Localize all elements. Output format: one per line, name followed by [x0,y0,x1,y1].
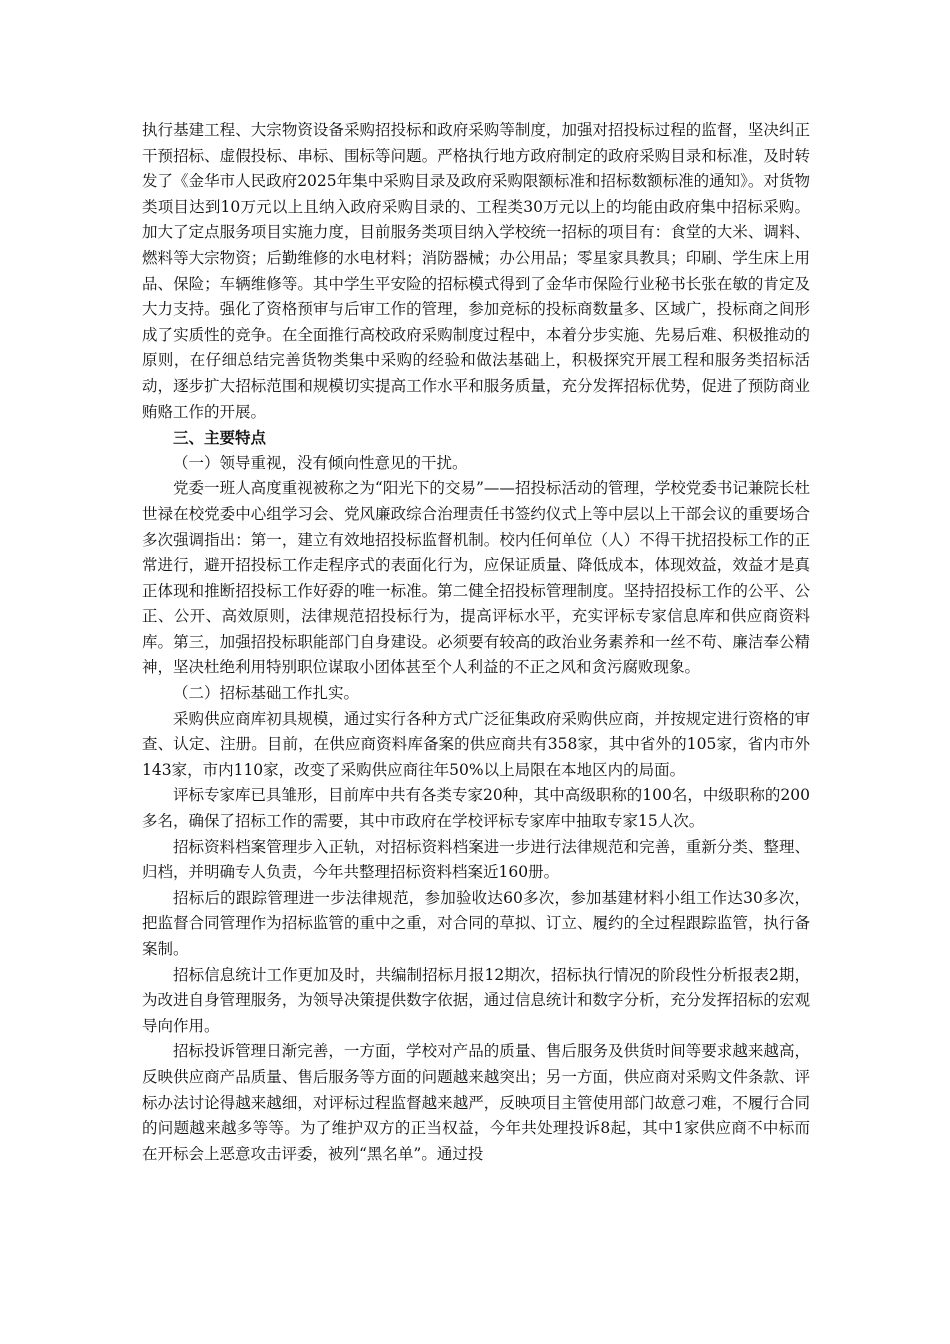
body-paragraph: 党委一班人高度重视被称之为“阳光下的交易”——招投标活动的管理，学校党委书记兼院长杜世禄在校党委中心组学习会、党风廉政综合治理责任书签约仪式上等中层以上干部会议的重要场合多次强调指出：第一，建立有效地招投标监督机制。校内任何单位（人）不得干扰招投标工作的正常进行，避开招投标工作走程序式的表面化行为，应保证质量、降低成本，体现效益，效益才是真正体现和推断招投标工作好孬的唯一标准。第二健全招投标管理制度。坚持招投标工作的公平、公正、公开、高效原则，法律规范招投标行为，提高评标水平，充实评标专家信息库和供应商资料库。第三，加强招投标职能部门自身建设。必须要有较高的政治业务素养和一丝不苟、廉洁奉公精神，坚决杜绝利用特别职位谋取小团体甚至个人利益的不正之风和贪污腐败现象。 [142,479,810,677]
body-paragraph: 评标专家库已具雏形，目前库中共有各类专家20种，其中高级职称的100名，中级职称的200多名，确保了招标工作的需要，其中市政府在学校评标专家库中抽取专家15人次。 [142,786,810,831]
document-page [142,118,810,1167]
body-paragraph: 采购供应商库初具规模，通过实行各种方式广泛征集政府采购供应商，并按规定进行资格的审查、认定、注册。目前，在供应商资料库备案的供应商共有358家，其中省外的105家，省内市外143家，市内110家，改变了采购供应商往年50%以上局限在本地区内的局面。 [142,709,810,779]
body-paragraph: 招标后的跟踪管理进一步法律规范，参加验收达60多次，参加基建材料小组工作达30多次，把监督合同管理作为招标监管的重中之重，对合同的草拟、订立、履约的全过程跟踪监管，执行备案制。 [142,888,810,958]
body-paragraph: 招标投诉管理日渐完善，一方面，学校对产品的质量、售后服务及供货时间等要求越来越高，反映供应商产品质量、售后服务等方面的问题越来越突出；另一方面，供应商对采购文件条款、评标办法讨论得越来越细，对评标过程监督越来越严，反映项目主管使用部门故意刁难，不履行合同的问题越来越多等等。为了维护双方的正当权益，今年共处理投诉8起，其中1家供应商不中标而在开标会上恶意攻击评委，被列“黑名单”。通过投 [142,1042,810,1163]
subsection-heading: （一）领导重视，没有倾向性意见的干扰。 [173,453,468,472]
subsection-heading: （二）招标基础工作扎实。 [173,684,360,703]
body-paragraph: 执行基建工程、大宗物资设备采购招投标和政府采购等制度，加强对招投标过程的监督，坚决纠正干预招标、虚假投标、串标、围标等问题。严格执行地方政府制定的政府采购目录和标准，及时转发了《金华市人民政府2025年集中采购目录及政府采购限额标准和招标数额标准的通知》。对货物类项目达到10万元以上且纳入政府采购目录的、工程类30万元以上的均能由政府集中招标采购。加大了定点服务项目实施力度，目前服务类项目纳入学校统一招标的项目有：食堂的大米、调料、燃料等大宗物资；后勤维修的水电材料；消防器械；办公用品；零星家具教具；印刷、学生床上用品、保险；车辆维修等。其中学生平安险的招标模式得到了金华市保险行业秘书长张在敏的肯定及大力支持。强化了资格预审与后审工作的管理，参加竞标的投标商数量多、区域广，投标商之间形成了实质性的竞争。在全面推行高校政府采购制度过程中，本着分步实施、先易后难、积极推动的原则，在仔细总结完善货物类集中采购的经验和做法基础上，积极探究开展工程和服务类招标活动，逐步扩大招标范围和规模切实提高工作水平和服务质量，充分发挥招标优势，促进了预防商业贿赂工作的开展。 [142,121,810,421]
section-heading: 三、主要特点 [173,428,267,448]
body-paragraph: 招标信息统计工作更加及时，共编制招标月报12期次，招标执行情况的阶段性分析报表2期，为改进自身管理服务，为领导决策提供数字依据，通过信息统计和数字分析，充分发挥招标的宏观导向作用。 [142,965,810,1035]
body-paragraph: 招标资料档案管理步入正轨，对招标资料档案进一步进行法律规范和完善，重新分类、整理、归档，并明确专人负责，今年共整理招标资料档案近160册。 [142,837,810,882]
